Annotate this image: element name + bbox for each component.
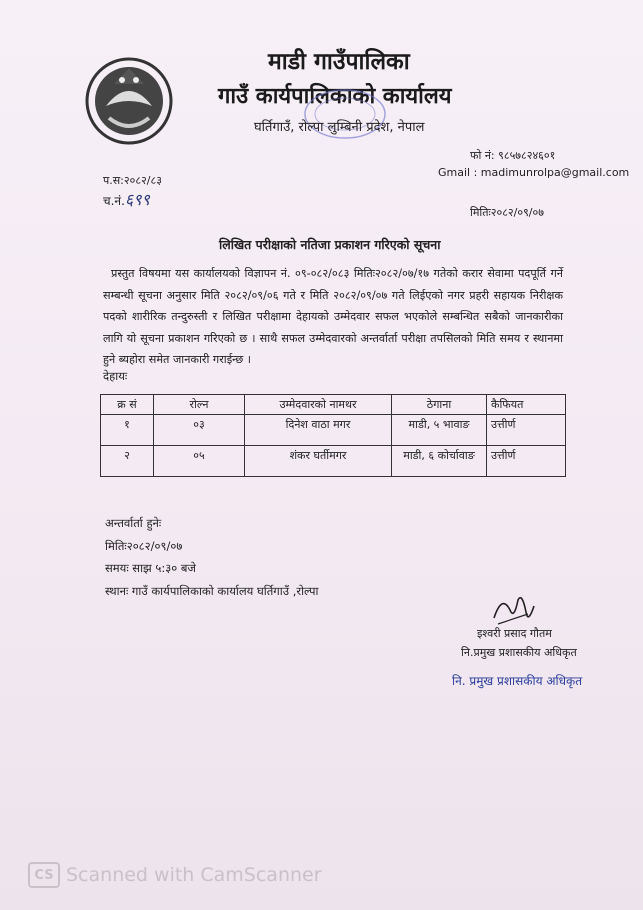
office-stamp-icon [300, 84, 390, 144]
office-address: घर्तिगाउँ, रोल्पा लुम्बिनी प्रदेश, नेपाल [254, 120, 425, 135]
dispatch-value: ६९९ [124, 190, 150, 209]
col-remarks: कैफियत [487, 395, 566, 415]
table-row [101, 415, 566, 446]
results-table [100, 394, 566, 477]
notice-subject: लिखित परीक्षाको नतिजा प्रकाशन गरिएको सूचना [219, 237, 441, 252]
camscanner-text: Scanned with CamScanner [66, 864, 322, 886]
camscanner-logo-icon: CS [28, 862, 60, 888]
notice-body: प्रस्तुत विषयमा यस कार्यालयको विज्ञापन नं. ०९-०८२/०८३ मितिः२०८२/०७/१७ गतेको करार सेवामा पदपूर्ति गर्ने सम्बन्धी सूचना अनुसार मिति २०८२/०९/०६ गते र मिति २०८२/०९/०७ गते लिईएको नगर प्रहरी सहायक निरीक्षक पदको शारीरिक तन्दुरुस्ती र लिखित परीक्षामा देहायको उम्मेदवार सफल भएकोले सम्बन्धित सबैको जानकारीका लागि यो सूचना प्रकाशन गरिएको छ । साथै सफल उम्मेदवारको अन्तर्वार्ता परीक्षा तपसिलको मिति समय र स्थानमा हुने ब्यहोरा समेत जानकारी गराईन्छ । [103, 267, 563, 366]
dispatch-number [103, 188, 150, 210]
following-label: देहायः [103, 369, 128, 383]
nepal-emblem-icon [84, 56, 174, 146]
interview-details [105, 512, 319, 602]
signatory-title: नि.प्रमुख प्रशासकीय अधिकृत [461, 646, 577, 659]
cell-address: माडी, ५ भावाङ [392, 415, 487, 446]
col-address: ठेगाना [392, 395, 487, 415]
table-row [101, 446, 566, 477]
signatory-stamp: नि. प्रमुख प्रशासकीय अधिकृत [452, 674, 583, 688]
interview-date: मितिः२०८२/०९/०७ [105, 538, 183, 553]
table-header-row [101, 395, 566, 415]
email-address: Gmail : madimunrolpa@gmail.com [438, 166, 630, 179]
cell-remarks: उत्तीर्ण [487, 446, 566, 477]
col-roll: रोल्न [154, 395, 245, 415]
signature-icon [488, 590, 538, 630]
interview-heading: अन्तर्वार्ता हुनेः [105, 516, 162, 530]
cell-candidate-name: दिनेश वाठा मगर [245, 415, 392, 446]
cell-roll: ०५ [154, 446, 245, 477]
phone-number: फो नं: ९८५७८२४६०१ [470, 149, 556, 162]
office-name: गाउँ कार्यपालिकाको कार्यालय [218, 84, 452, 109]
interview-place: स्थानः गाउँ कार्यपालिकाको कार्यालय घर्तिगाउँ ,रोल्पा [105, 583, 319, 598]
municipality-name: माडी गाउँपालिका [268, 49, 410, 75]
letter-reference-number: प.स:२०८२/८३ [103, 174, 162, 187]
cell-candidate-name: शंकर घर्तीमगर [245, 446, 392, 477]
cell-serial: १ [101, 415, 154, 446]
signatory-name: इश्वरी प्रसाद गौतम [477, 627, 552, 640]
cell-address: माडी, ६ कोर्चावाङ [392, 446, 487, 477]
letter-date: मितिः२०८२/०९/०७ [470, 206, 544, 219]
camscanner-watermark [28, 862, 322, 888]
col-serial: क्र सं [101, 395, 154, 415]
interview-time: समयः साझ ५:३० बजे [105, 561, 196, 575]
cell-serial: २ [101, 446, 154, 477]
dispatch-label: च.नं. [103, 194, 125, 208]
cell-remarks: उत्तीर्ण [487, 415, 566, 446]
col-candidate-name: उम्मेदवारको नामथर [245, 395, 392, 415]
cell-roll: ०३ [154, 415, 245, 446]
